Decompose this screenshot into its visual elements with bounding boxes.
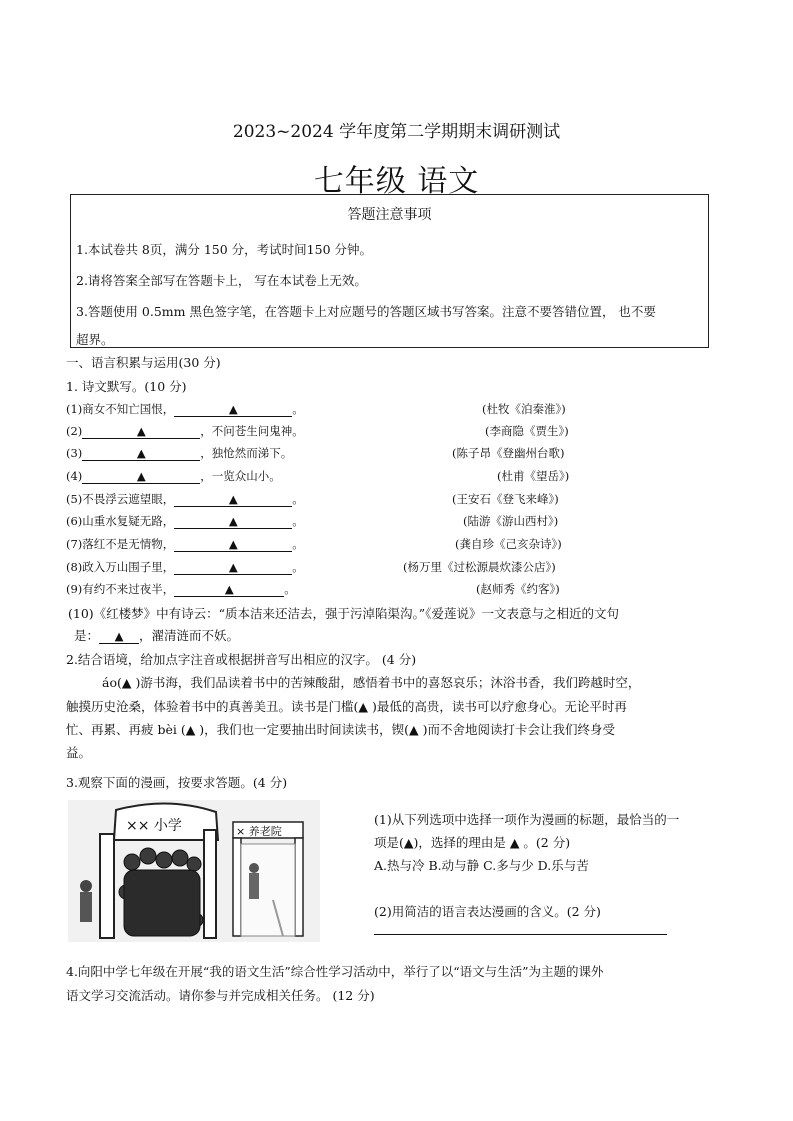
question-2-line-3: 忙、再累、再疲 bèi (▲ )，我们也一定要抽出时间读读书，锲(▲ )而不舍地阅读打卡会让我们终身受: [66, 722, 616, 737]
question-2-line-2: 触摸历史沧桑，体验着书中的真善美丑。读书是门槛(▲ )最低的高贵，读书可以疗愈身心。无论平时再: [66, 699, 627, 714]
answer-line[interactable]: [374, 934, 667, 935]
question-3-title: 3.观察下面的漫画，按要求答题。(4 分): [66, 775, 288, 790]
poem-line-2: (2) ▲ ，不问苍生问鬼神。: [66, 424, 304, 438]
question-2-line-4: 益。: [66, 745, 92, 760]
poem-source-2: (李商隐《贾生》): [485, 424, 569, 438]
notice-line-1: 1.本试卷共 8页，满分 150 分，考试时间150 分钟。: [76, 242, 372, 257]
question-4-line-1: 4.向阳中学七年级在开展“我的语文生活”综合性学习活动中，举行了以“语文与生活”为主题的课外: [66, 964, 604, 979]
question-3-1-line-1: (1)从下列选项中选择一项作为漫画的标题，最恰当的一: [374, 812, 680, 827]
poem-source-1: (杜牧《泊秦淮》): [482, 402, 566, 416]
cartoon-image: [68, 800, 320, 942]
poem-source-8: (杨万里《过松源晨炊漆公店》): [403, 560, 556, 574]
poem-line-9: (9)有约不来过夜半， ▲ 。: [66, 582, 296, 596]
answer-blank[interactable]: ▲: [174, 537, 292, 552]
poem-source-7: (龚自珍《己亥杂诗》): [455, 537, 562, 551]
question-4-line-2: 语文学习交流活动。请你参与并完成相关任务。 (12 分): [66, 988, 375, 1003]
answer-blank[interactable]: ▲: [99, 629, 139, 644]
poem-source-4: (杜甫《望岳》): [497, 469, 570, 483]
poem-line-1: (1)商女不知亡国恨， ▲ 。: [66, 402, 304, 416]
answer-blank[interactable]: ▲: [82, 446, 200, 461]
poem-line-7: (7)落红不是无情物， ▲ 。: [66, 537, 304, 551]
poem-source-6: (陆游《游山西村》): [463, 514, 559, 528]
answer-blank[interactable]: ▲: [174, 582, 284, 597]
question-1-10-line-2: 是： ▲ ，濯清涟而不妖。: [74, 628, 240, 643]
notice-line-3: 3.答题使用 0.5mm 黑色签字笔，在答题卡上对应题号的答题区域书写答案。注意不要答错位置， 也不要: [76, 304, 656, 319]
answer-blank[interactable]: ▲: [82, 424, 200, 439]
notice-title: 答题注意事项: [347, 207, 432, 223]
notice-line-4: 超界。: [76, 332, 114, 347]
question-3-1-line-2: 项是(▲)，选择的理由是 ▲ 。(2 分): [374, 835, 571, 850]
answer-blank[interactable]: ▲: [174, 514, 292, 529]
question-3-1-options: A.热与冷 B.动与静 C.多与少 D.乐与苦: [374, 858, 589, 873]
poem-source-5: (王安石《登飞来峰》): [452, 492, 559, 506]
exam-year-title: 2023~2024 学年度第二学期期末调研测试: [232, 122, 561, 142]
question-1-10-line-1: (10)《红楼梦》中有诗云：“质本洁来还洁去，强于污淖陷渠沟。”《爱莲说》一文表意与之相近的文句: [68, 606, 619, 621]
poem-line-4: (4) ▲ ，一览众山小。: [66, 469, 281, 483]
poem-line-5: (5)不畏浮云遮望眼， ▲ 。: [66, 492, 304, 506]
question-3-2: (2)用简洁的语言表达漫画的含义。(2 分): [374, 904, 601, 919]
cartoon-school-sign: ×× 小学: [126, 818, 182, 834]
question-2-line-1: áo(▲ )游书海，我们品读着书中的苦辣酸甜，感悟着书中的喜怒哀乐；沐浴书香，我们跨越时空，: [102, 675, 641, 690]
poem-source-9: (赵师秀《约客》): [476, 582, 560, 596]
grade-subject-title: 七年级 语文: [313, 164, 480, 199]
poem-line-8: (8)政入万山围子里， ▲ 。: [66, 560, 304, 574]
answer-blank[interactable]: ▲: [174, 492, 292, 507]
answer-blank[interactable]: ▲: [174, 402, 292, 417]
poem-line-6: (6)山重水复疑无路， ▲ 。: [66, 514, 304, 528]
section-1-title: 一、语言积累与运用(30 分): [66, 355, 221, 370]
question-2-title: 2.结合语境，给加点字注音或根据拼音写出相应的汉字。 (4 分): [66, 652, 417, 667]
poem-source-3: (陈子昂《登幽州台歌): [452, 446, 565, 460]
cartoon-nursing-home-sign: × 养老院: [236, 825, 282, 838]
answer-blank[interactable]: ▲: [174, 560, 292, 575]
poem-line-3: (3) ▲ ，独怆然而涕下。: [66, 446, 293, 460]
question-1-title: 1. 诗文默写。(10 分): [66, 379, 187, 394]
notice-box: [70, 194, 709, 348]
answer-blank[interactable]: ▲: [82, 469, 200, 484]
notice-line-2: 2.请将答案全部写在答题卡上， 写在本试卷上无效。: [76, 273, 367, 288]
